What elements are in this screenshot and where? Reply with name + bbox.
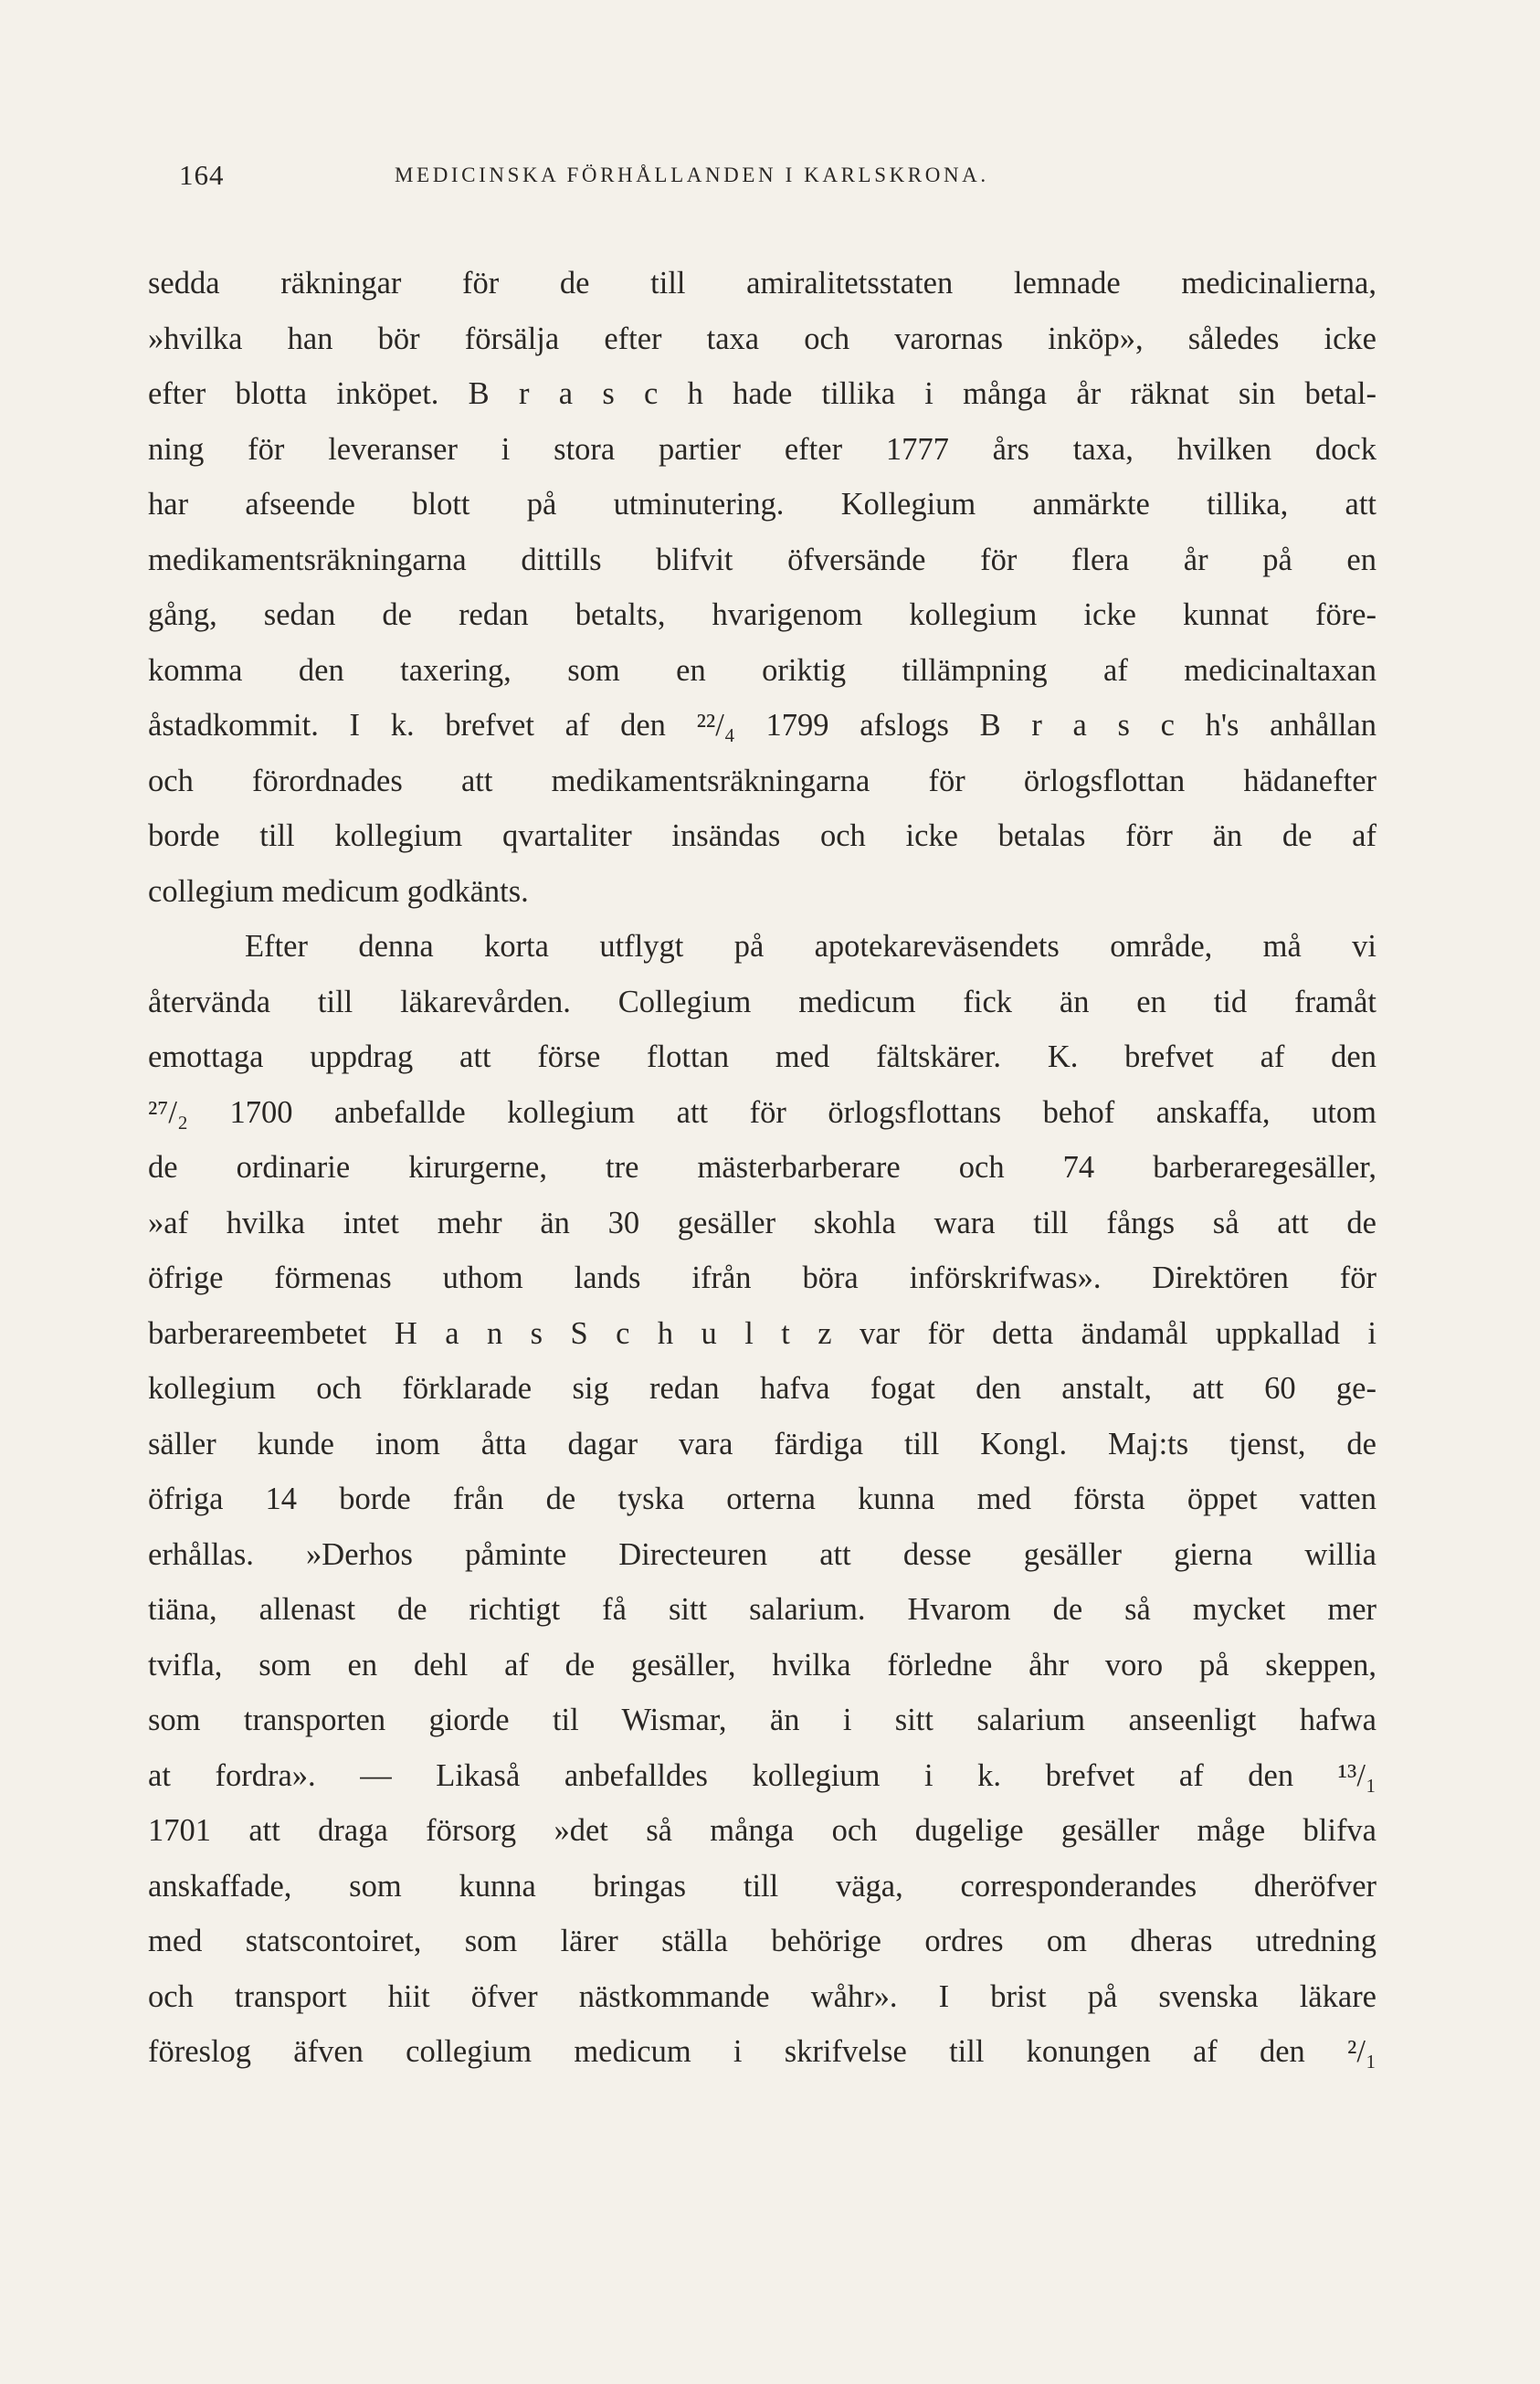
text-line: återvända till läkarevården. Collegium medicum fick än en tid framåt [148,984,1377,1019]
text-line: »hvilka han bör försälja efter taxa och varornas inköp», således icke [148,321,1377,356]
text-line: sedda räkningar för de till amiralitetsstaten lemnade medicinalierna, [148,266,1377,301]
text-line: föreslog äfven collegium medicum i skrifvelse till konungen af den ²/₁ [148,2034,1377,2069]
paragraph-end-line: collegium medicum godkänts. [148,873,529,909]
text-line: och transport hiit öfver nästkommande wåhr». I brist på svenska läkare [148,1978,1377,2014]
text-line: anskaffade, som kunna bringas till väga, corresponderandes dheröfver [148,1868,1377,1904]
text-line: borde till kollegium qvartaliter insändas och icke betalas förr än de af [148,818,1377,853]
text-line: komma den taxering, som en oriktig tillämpning af medicinaltaxan [148,652,1377,688]
text-line: »af hvilka intet mehr än 30 gesäller skohla wara till fångs så att de [148,1205,1377,1240]
paragraph-start-line: Efter denna korta utflygt på apotekareväsendets område, må vi [245,929,1377,964]
text-line: ning för leveranser i stora partier efter 1777 års taxa, hvilken dock [148,431,1377,467]
text-line: har afseende blott på utminutering. Kollegium anmärkte tillika, att [148,487,1377,522]
text-line: öfrige förmenas uthom lands ifrån böra införskrifwas». Direktören för [148,1261,1377,1295]
text-line: som transporten giorde til Wismar, än i sitt salarium anseenligt hafwa [148,1703,1377,1737]
text-line: gång, sedan de redan betalts, hvarigenom kollegium icke kunnat före- [148,597,1377,632]
text-line: efter blotta inköpet. B r a s c h hade tillika i många år räknat sin betal- [148,376,1377,411]
text-line: at fordra». — Likaså anbefalldes kollegium i k. brefvet af den ¹³/₁ [148,1757,1377,1793]
text-line: medikamentsräkningarna dittills blifvit öfversände för flera år på en [148,542,1377,577]
page-number: 164 [179,159,225,191]
text-line: de ordinarie kirurgerne, tre mästerbarberare och 74 barberaregesäller, [148,1150,1377,1185]
text-line: med statscontoiret, som lärer ställa behörige ordres om dheras utredning [148,1924,1377,1958]
running-title: MEDICINSKA FÖRHÅLLANDEN I KARLSKRONA. [395,164,989,186]
text-line: tvifla, som en dehl af de gesäller, hvilka förledne åhr voro på skeppen, [148,1647,1377,1683]
text-line: erhållas. »Derhos påminte Directeuren att desse gesäller gierna willia [148,1536,1377,1572]
text-line: emottaga uppdrag att förse flottan med fältskärer. K. brefvet af den [148,1039,1377,1074]
text-line: kollegium och förklarade sig redan hafva fogat den anstalt, att 60 ge- [148,1371,1377,1406]
text-line: och förordnades att medikamentsräkningarna för örlogsflottan hädanefter [148,763,1377,798]
body-text [148,256,1377,2080]
text-line: åstadkommit. I k. brefvet af den ²²/₄ 1799 afslogs B r a s c h's anhållan [148,708,1377,743]
page-header [179,157,1129,194]
text-line: tiäna, allenast de richtigt få sitt salarium. Hvarom de så mycket mer [148,1592,1377,1627]
text-line: 1701 att draga försorg »det så många och dugelige gesäller måge blifva [148,1813,1377,1848]
text-line: säller kunde inom åtta dagar vara färdiga till Kongl. Maj:ts tjenst, de [148,1426,1377,1461]
text-line: ²⁷/₂ 1700 anbefallde kollegium att för örlogsflottans behof anskaffa, utom [148,1094,1377,1130]
text-line: barberareembetet H a n s S c h u l t z var för detta ändamål uppkallad i [148,1315,1377,1351]
text-line: öfriga 14 borde från de tyska orterna kunna med första öppet vatten [148,1482,1377,1516]
